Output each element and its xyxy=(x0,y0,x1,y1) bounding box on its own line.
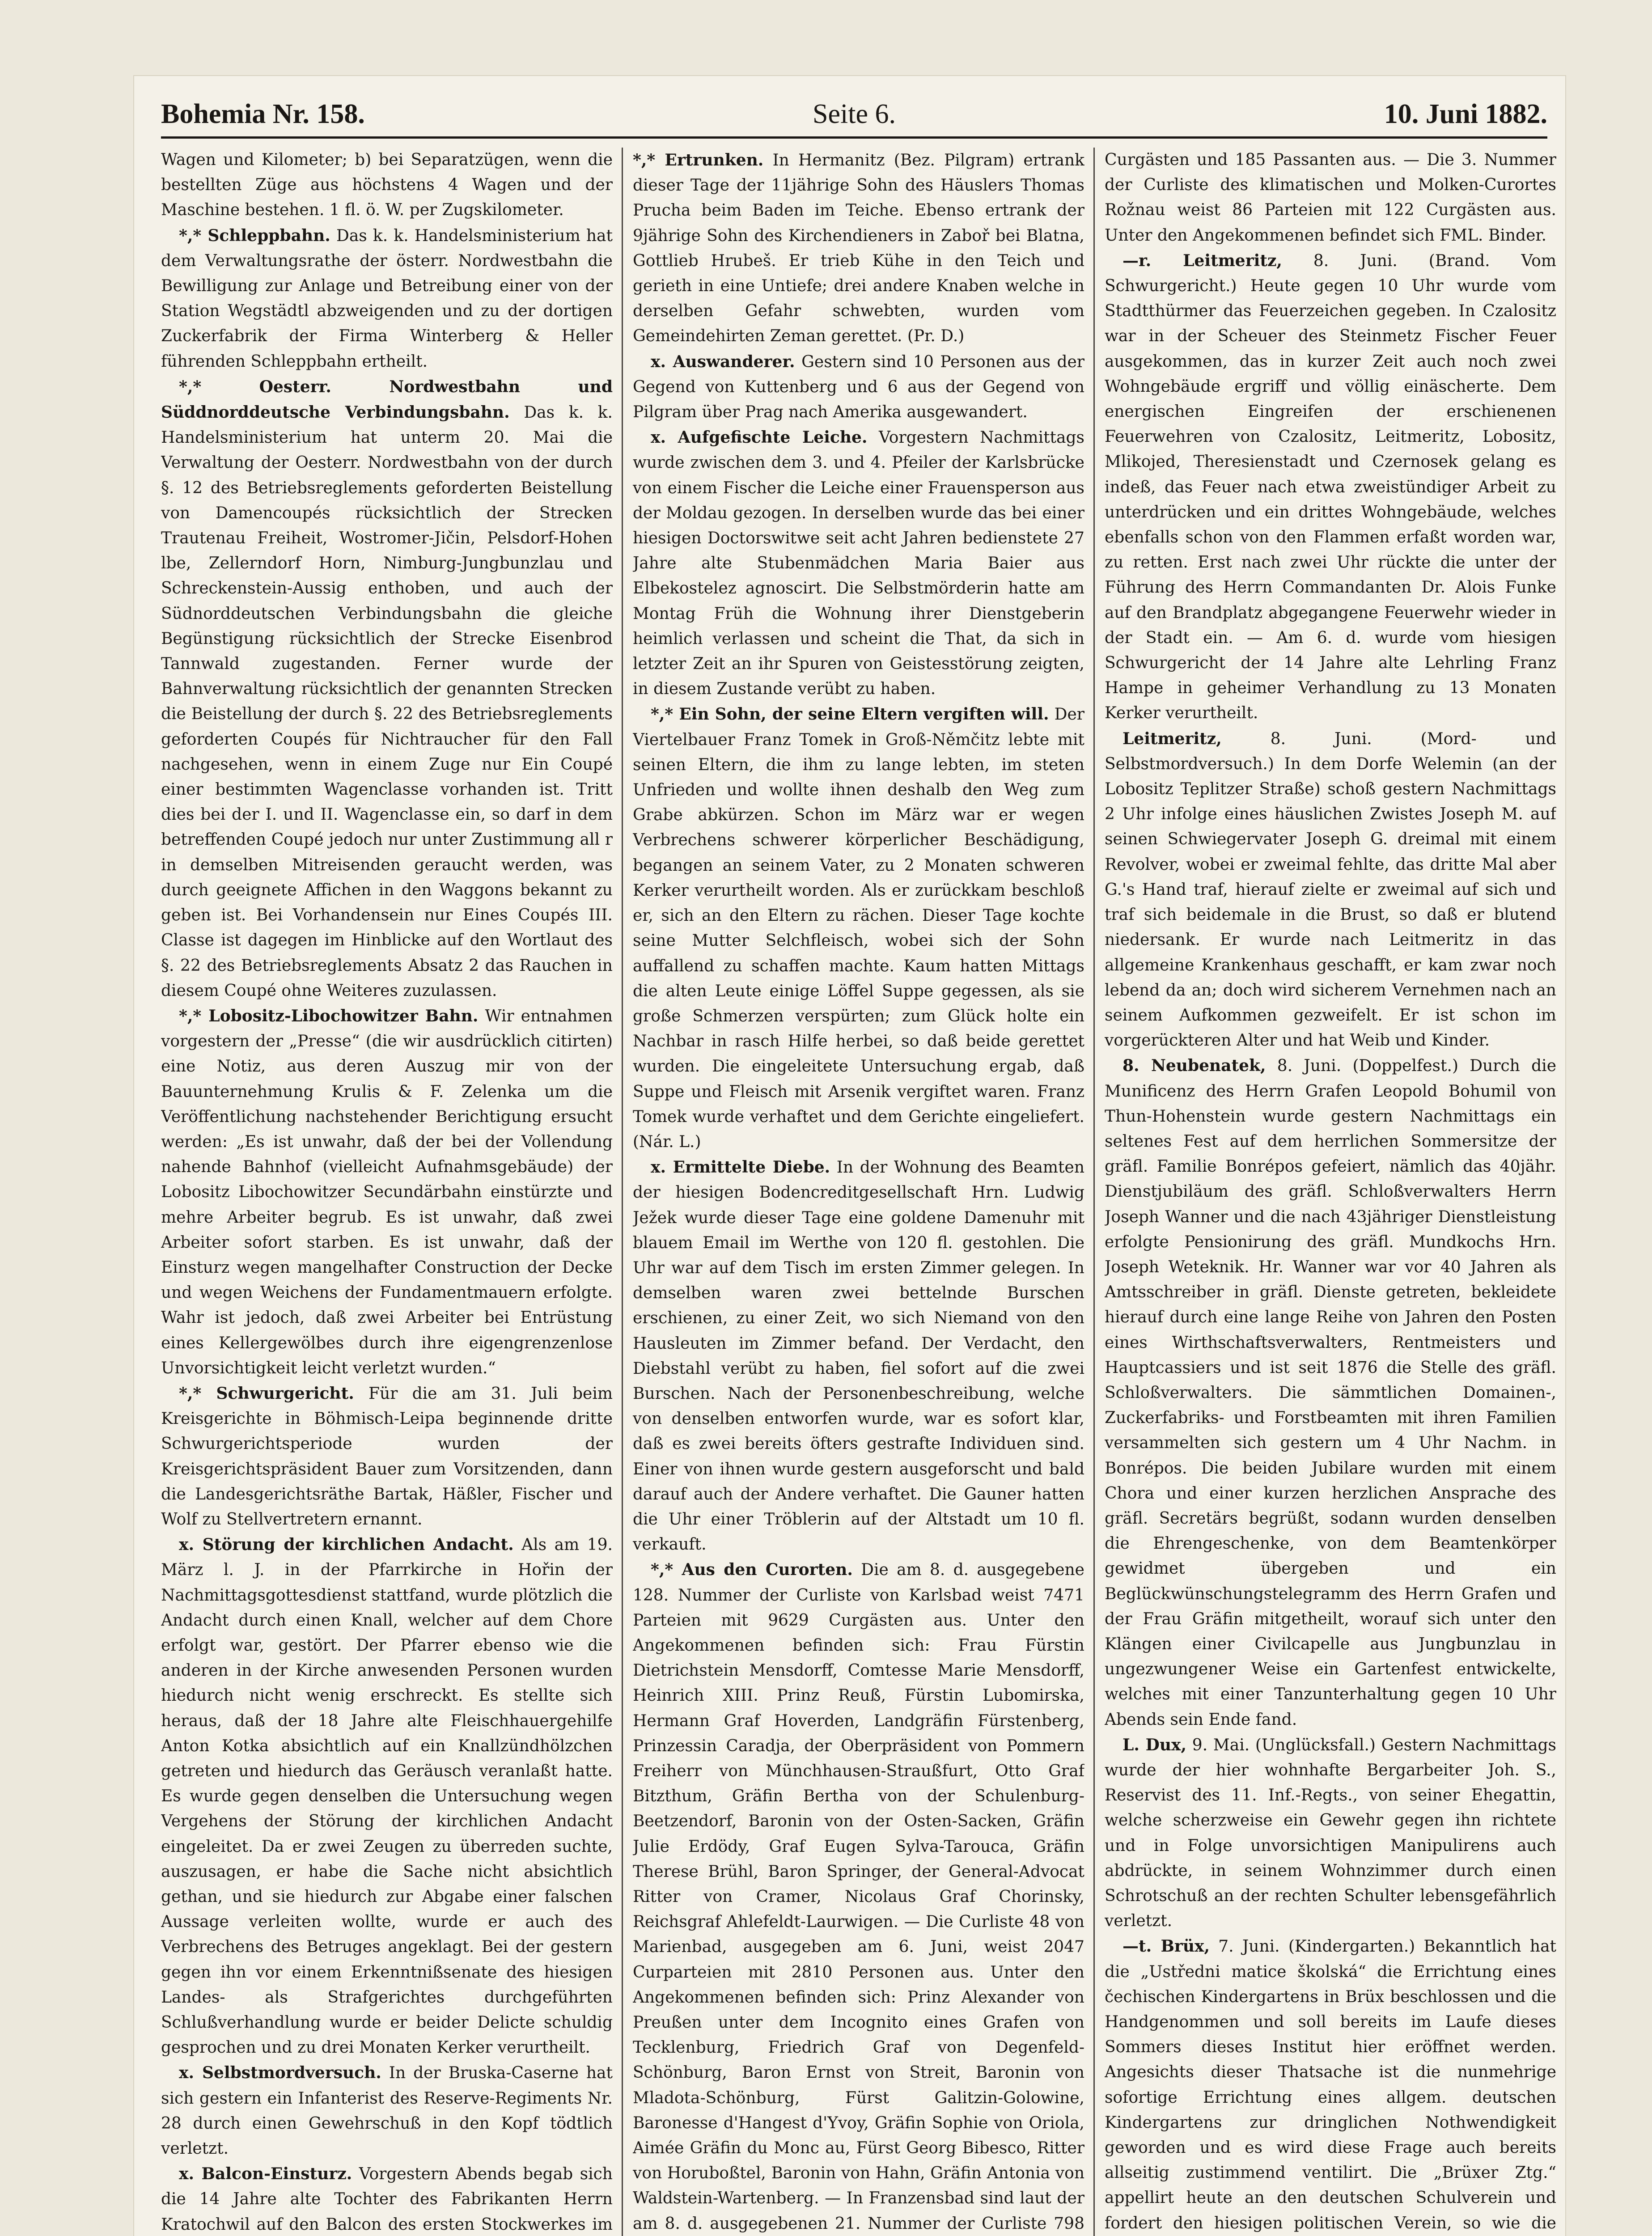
article xyxy=(161,1532,613,2060)
article-text: Das k. k. Handelsministerium hat unterm 20. Mai die Verwaltung der Oesterr. Nordwestbahn von der durch §. 12 des Betriebsreglements geforderten Beistellung von Damencoupés rücksichtlich der Strecken Trautenau Freiheit, Wostromer-Jičin, Pelsdorf-Hohen lbe, Zellerndorf Horn, Nimburg-Jungbunzlau und Schreckenstein-Aussig enthoben, und auch der Südnorddeutschen Verbindungsbahn die gleiche Begünstigung rücksichtlich der Strecke Eisenbrod Tannwald zugestanden. Ferner wurde der Bahnverwaltung rücksichtlich der genannten Strecken die Beistellung der durch §. 22 des Betriebsreglements geforderten Coupés für Nichtraucher für den Fall nachgesehen, wenn in einem Zuge nur Ein Coupé einer bestimmten Wagenclasse vorhanden ist. Tritt dies bei der I. und II. Wagenclasse ein, so darf in dem betreffenden Coupé jedoch nur unter Zustimmung all r in demselben Mitreisenden geraucht werden, was durch geeignete Affichen in den Waggons bekannt zu geben ist. Bei Vorhandensein nur Eines Coupés III. Classe ist dagegen im Hinblicke auf den Wortlaut des §. 22 des Betriebsreglements Absatz 2 das Rauchen in diesem Coupé ohne Weiteres zuzulassen. xyxy=(161,403,613,1000)
article-heading: x. Aufgefischte Leiche. xyxy=(651,428,868,447)
article-text: Wir entnahmen vorgestern der „Presse“ (die wir ausdrücklich citirten) eine Notiz, aus deren Auszug mir von der Bauunternehmung Krulis & F. Zelenka um die Veröffentlichung nachstehender Berichtigung ersucht werden: „Es ist unwahr, daß der bei der Vollendung nahende Bahnhof (vielleicht Aufnahmsgebäude) der Lobositz Libochowitzer Secundärbahn einstürzte und mehre Arbeiter begrub. Es ist unwahr, daß zwei Arbeiter sofort starben. Es ist unwahr, daß der Einsturz wegen mangelhafter Construction der Decke und wegen Weichens der Fundamentmauern erfolgte. Wahr ist jedoch, daß zwei Arbeiter bei Entrüstung eines Kellergewölbes durch ihre eigengrenzenlose Unvorsichtigkeit leicht verletzt wurden.“ xyxy=(161,1007,613,1377)
article-text: 8. Juni. (Brand. Vom Schwurgericht.) Heute gegen 10 Uhr wurde vom Stadtthürmer das Feuerzeichen gegeben. In Czalositz war in der Scheuer des Steinmetz Fischer Feuer ausgekommen, das in kurzer Zeit auch noch zwei Wohngebäude ergriff und völlig einäscherte. Dem energischen Eingreifen der erschienenen Feuerwehren von Czalositz, Leitmeritz, Lobositz, Mlikojed, Theresienstadt und Czernosek gelang es indeß, das Feuer nach etwa zweistündiger Arbeit zu unterdrücken und ein drittes Wohngebäude, welches ebenfalls schon von den Flammen erfaßt worden war, zu retten. Erst nach zwei Uhr rückte die unter der Führung des Herrn Commandanten Dr. Alois Funke auf den Brandplatz abgegangene Feuerwehr wieder in der Stadt ein. — Am 6. d. wurde vom hiesigen Schwurgericht der 14 Jahre alte Lehrling Franz Hampe in geheimer Verhandlung zu 13 Monaten Kerker verurtheilt. xyxy=(1105,251,1556,723)
article-text: In Hermanitz (Bez. Pilgram) ertrank dieser Tage der 11jährige Sohn des Häuslers Thomas Prucha beim Baden im Teiche. Ebenso ertrank der 9jährige Sohn des Kirchendieners in Zaboř bei Blatna, Gottlieb Hrubeš. Er trieb Kühe in den Teich und gerieth in eine Untiefe; drei andere Knaben welche in derselben Gefahr schwebten, wurden vom Gemeindehirten Zeman gerettet. (Pr. D.) xyxy=(633,151,1084,346)
article-heading: 8. Neubenatek, xyxy=(1123,1056,1266,1076)
article-text: 7. Juni. (Kindergarten.) Bekanntlich hat die „Ustředni matice školská“ die Errichtung eines čechischen Kindergartens in Brüx beschlossen und die Handgenommen und soll bereits im Laufe dieses Sommers dieses Institut hier eröffnet werden. Angesichts dieser Thatsache ist die nunmehrige sofortige Errichtung eines allgem. deutschen Kindergartens zur dringlichen Nothwendigkeit geworden und es wird diese Frage auch bereits allseitig zustimmend ventilirt. Die „Brüxer Ztg.“ appellirt heute an den deutschen Schulverein und fordert den hiesigen politischen Verein, so wie die xyxy=(1105,1937,1556,2232)
article-text: Die am 8. d. ausgegebene 128. Nummer der Curliste von Karlsbad weist 7471 Parteien mit 9629 Curgästen aus. Unter den Angekommenen befinden sich: Frau Fürstin Dietrichstein Mensdorff, Comtesse Marie Mensdorff, Heinrich XIII. Prinz Reuß, Fürstin Lubomirska, Hermann Graf Hoverden, Landgräfin Fürstenberg, Prinzessin Caradja, der Oberpräsident von Pommern Freiherr von Münchhausen-Straußfurt, Otto Graf Bitzthum, Gräfin Bertha von der Schulenburg-Beetzendorf, Baronin von der Osten-Sacken, Gräfin Julie Erdödy, Graf Eugen Sylva-Tarouca, Gräfin Therese Brühl, Baron Springer, der General-Advocat Ritter von Cramer, Nicolaus Graf Chorinsky, Reichsgraf Ahlefeldt-Laurwigen. — Die Curliste 48 von Marienbad, ausgegeben am 6. Juni, weist 2047 Curparteien mit 2810 Personen aus. Unter den Angekommenen befinden sich: Prinz Alexander von Preußen unter dem Incognito eines Grafen von Tecklenburg, Friedrich Graf von Degenfeld-Schönburg, Baron Ernst von Streit, Baronin von Mladota-Schönburg, Fürst Galitzin-Golowine, Baronesse d'Hangest d'Yvoy, Gräfin Sophie von Oriola, Aimée Gräfin du Monc au, Fürst Georg Bibesco, Ritter von Horuboßtel, Baronin von Hahn, Gräfin Antonia von Waldstein-Wartenberg. — In Franzensbad sind laut der am 8. d. ausgegebenen 21. Nummer der Curliste 798 xyxy=(633,1561,1084,2233)
article xyxy=(161,223,613,374)
article xyxy=(161,148,613,223)
article xyxy=(633,1155,1084,1557)
article-text: 8. Juni. (Doppelfest.) Durch die Munificenz des Herrn Grafen Leopold Bohumil von Thun-Hohenstein wurde gestern Nachmittags ein seltenes Fest auf dem herrlichen Sommersitze der gräfl. Familie Bonrépos gefeiert, nämlich das 40jähr. Dienstjubiläum des gräfl. Schloßverwalters Herrn Joseph Wanner und die nach 43jähriger Dienstleistung erfolgte Pensionirung des gräfl. Mundkochs Hrn. Joseph Weteknik. Hr. Wanner war vor 40 Jahren als Amtsschreiber in gräfl. Dienste getreten, bekleidete hierauf durch eine lange Reihe von Jahren den Posten eines Wirthschaftsverwalters, Rentmeisters und Hauptcassiers und ist seit 1876 die Stelle des gräfl. Schloßverwalters. Die sämmtlichen Domainen-, Zuckerfabriks- und Forstbeamten mit ihren Familien versammelten sich gestern um 4 Uhr Nachm. in Bonrépos. Die beiden Jubilare wurden mit einem Chora und einer kurzen herzlichen Ansprache des gräfl. Secretärs begrüßt, sodann wurden denselben die Ehrengeschenke, von dem Beamtenkörper gewidmet übergeben und ein Beglückwünschungstelegramm des Herrn Grafen und der Frau Gräfin mitgetheilt, worauf sich unter den Klängen einer Civilcapelle aus Jungbunzlau in ungezwungener Weise ein Gartenfest entwickelte, welches mit einer Tanzunterhaltung gegen 10 Uhr Abends sein Ende fand. xyxy=(1105,1057,1556,1729)
article-heading: *,* Schwurgericht. xyxy=(179,1384,354,1403)
article-heading: *,* Schleppbahn. xyxy=(179,226,330,245)
article-text: In der Bruska-Caserne hat sich gestern ein Infanterist des Reserve-Regiments Nr. 28 durch einen Gewehrschuß in den Kopf tödtlich verletzt. xyxy=(161,2064,613,2158)
newspaper-page xyxy=(134,76,1565,2236)
article-heading: x. Balcon-Einsturz. xyxy=(179,2164,352,2184)
article-text: Das k. k. Handelsministerium hat dem Verwaltungsrathe der österr. Nordwestbahn die Bewilligung zur Anlage und Betreibung einer von der Station Wegstädtl abzweigenden und zu der dortigen Zuckerfabrik der Firma Winterberg & Heller führenden Schleppbahn ertheilt. xyxy=(161,226,613,371)
article-heading: —r. Leitmeritz, xyxy=(1123,251,1282,270)
column-1 xyxy=(161,148,613,2236)
article xyxy=(1105,726,1556,1054)
article xyxy=(1105,1934,1556,2236)
article-heading: *,* Lobositz-Libochowitzer Bahn. xyxy=(179,1006,479,1025)
article-heading: *,* Oesterr. Nordwestbahn und Süddnorddeutsche Verbindungsbahn. xyxy=(161,377,613,422)
article xyxy=(633,349,1084,425)
article-text: Der Viertelbauer Franz Tomek in Groß-Němčitz lebte mit seinen Eltern, die ihm zu lange lebten, im steten Unfrieden und wollte ihnen deshalb den Weg zum Grabe abkürzen. Schon im März war er wegen Verbrechens schwerer körperlicher Beschädigung, begangen an seinem Vater, zu 2 Monaten schweren Kerker verurtheilt worden. Als er zurückkam beschloß er, sich an den Eltern zu rächen. Dieser Tage kochte seine Mutter Selchfleisch, wobei sich der Sohn auffallend zu schaffen machte. Kaum hatten Mittags die alten Leute einige Löffel Suppe gegessen, als sie große Schmerzen verspürten; zum Glück holte ein Nachbar in rasch Hilfe herbei, so daß beide gerettet wurden. Die eingeleitete Untersuchung ergab, daß Suppe und Fleisch mit Arsenik vergiftet waren. Franz Tomek wurde verhaftet und dem Gerichte eingeliefert. (Nár. L.) xyxy=(633,705,1084,1151)
article-heading: *,* Aus den Curorten. xyxy=(651,1560,853,1580)
article xyxy=(1105,1732,1556,1934)
article-text: 9. Mai. (Unglücksfall.) Gestern Nachmittags wurde der hier wohnhafte Bergarbeiter Joh. S., Reservist des 11. Inf.-Regts., von seiner Ehegattin, welche scherzweise ein Gewehr gegen ihn richtete und in Folge unvorsichtigen Manipulirens auch abdrückte, in seinem Wohnzimmer durch einen Schrotschuß an der rechten Schulter lebensgefährlich verletzt. xyxy=(1105,1736,1556,1931)
article xyxy=(633,425,1084,702)
article xyxy=(633,1557,1084,2236)
article-heading: x. Selbstmordversuch. xyxy=(179,2063,381,2083)
newspaper-title: Bohemia Nr. 158. xyxy=(161,99,365,129)
article xyxy=(161,1004,613,1381)
article xyxy=(633,148,1084,349)
article-text: Für die am 31. Juli beim Kreisgerichte in Böhmisch-Leipa beginnende dritte Schwurgerichtsperiode wurden der Kreisgerichtspräsident Bauer zum Vorsitzenden, dann die Landesgerichtsräthe Bartak, Häßler, Fischer und Wolf zu Stellvertretern ernannt. xyxy=(161,1384,613,1529)
article-text: Gestern sind 10 Personen aus der Gegend von Kuttenberg und 6 aus der Gegend von Pilgram über Prag nach Amerika ausgewandert. xyxy=(633,352,1084,422)
article-text: Wagen und Kilometer; b) bei Separatzügen, wenn die bestellten Züge aus höchstens 4 Wagen und der Maschine bestehen. 1 fl. ö. W. per Zugskilometer. xyxy=(161,151,613,220)
article xyxy=(1105,1053,1556,1732)
page-header xyxy=(161,87,1547,139)
article-heading: x. Störung der kirchlichen Andacht. xyxy=(179,1535,514,1554)
article xyxy=(1105,148,1556,248)
article-heading: *,* Ein Sohn, der seine Eltern vergiften will. xyxy=(651,705,1049,724)
article xyxy=(1105,248,1556,726)
column-divider xyxy=(622,148,623,2236)
article-heading: *,* Ertrunken. xyxy=(633,151,764,169)
article-heading: Leitmeritz, xyxy=(1123,729,1222,748)
article-heading: x. Ermittelte Diebe. xyxy=(651,1158,830,1177)
article-text: Curgästen und 185 Passanten aus. — Die 3. Nummer der Curliste des klimatischen und Molken-Curortes Rožnau weist 86 Parteien mit 122 Curgästen aus. Unter den Angekommenen befindet sich FML. Binder. xyxy=(1105,151,1556,245)
column-divider xyxy=(1093,148,1095,2236)
issue-date: 10. Juni 1882. xyxy=(1384,99,1547,129)
article-text: Vorgestern Abends begab sich die 14 Jahre alte Tochter des Fabrikanten Herrn Kratochwil auf den Balcon des ersten Stockwerkes im xyxy=(161,2165,613,2234)
column-3 xyxy=(1105,148,1556,2236)
article-text: In der Wohnung des Beamten der hiesigen Bodencreditgesellschaft Hrn. Ludwig Ježek wurde dieser Tage eine goldene Damenuhr mit blauem Email im Werthe von 120 fl. gestohlen. Die Uhr war auf dem Tisch im ersten Zimmer gelegen. In demselben waren zwei bettelnde Burschen erschienen, zu einer Zeit, wo sich Niemand von den Hausleuten im Zimmer befand. Der Verdacht, den Diebstahl verübt zu haben, fiel sofort auf die zwei Burschen. Nach der Personenbeschreibung, welche von denselben entworfen wurde, war es sofort klar, daß es zwei bereits öfters gestrafte Individuen sind. Einer von ihnen wurde gestern ausgeforscht und bald darauf auch der Andere verhaftet. Die Gauner hatten die Uhr einer Tröblerin auf der Altstadt um 10 fl. verkauft. xyxy=(633,1158,1084,1554)
article xyxy=(161,2161,613,2236)
article xyxy=(161,1381,613,1532)
page-number: Seite 6. xyxy=(813,99,896,129)
article-text: 8. Juni. (Mord- und Selbstmordversuch.) In dem Dorfe Welemin (an der Lobositz Teplitzer Straße) schoß gestern Nachmittags 2 Uhr infolge eines häuslichen Zwistes Joseph M. auf seinen Schwiegervater Joseph G. dreimal mit einem Revolver, wobei er zweimal fehlte, das dritte Mal aber G.'s Hand traf, hierauf zielte er zweimal auf sich und traf sich beidemale in die Brust, so daß er blutend niedersank. Er wurde nach Leitmeritz in das allgemeine Krankenhaus geschafft, er kam zwar noch lebend da an; doch wird sicherem Vernehmen nach an seinem Aufkommen gezweifelt. Er ist schon im vorgerückteren Alter und hat Weib und Kinder. xyxy=(1105,729,1556,1050)
article-text: Vorgestern Nachmittags wurde zwischen dem 3. und 4. Pfeiler der Karlsbrücke von einem Fischer die Leiche einer Frauensperson aus der Moldau gezogen. In derselben wurde das bei einer hiesigen Doctorswitwe seit acht Jahren bedienstete 27 Jahre alte Stubenmädchen Maria Baier aus Elbekostelez agnoscirt. Die Selbstmörderin hatte am Montag Früh die Wohnung ihrer Dienstgeberin heimlich verlassen und scheint die That, da sich in letzter Zeit an ihr Spuren von Geistesstörung zeigten, in diesem Zustande verübt zu haben. xyxy=(633,428,1084,699)
article xyxy=(633,702,1084,1155)
article-heading: x. Auswanderer. xyxy=(651,352,795,371)
column-2 xyxy=(633,148,1084,2236)
article xyxy=(161,2060,613,2161)
article-heading: L. Dux, xyxy=(1123,1735,1187,1754)
article xyxy=(161,374,613,1004)
article-heading: —t. Brüx, xyxy=(1123,1937,1210,1956)
article-text: Als am 19. März l. J. in der Pfarrkirche in Hořin der Nachmittagsgottesdienst stattfand, wurde plötzlich die Andacht durch einen Knall, welcher auf dem Chore erfolgt war, gestört. Der Pfarrer ebenso wie die anderen in der Kirche anwesenden Personen wurden hiedurch nicht wenig erschreckt. Es stellte sich heraus, daß der 18 Jahre alte Fleischhauergehilfe Anton Kotka absichtlich auf ein Knallzündhölzchen getreten und hiedurch das Geräusch veranlaßt hatte. Es wurde gegen denselben die Untersuchung wegen Vergehens der Störung der kirchlichen Andacht eingeleitet. Da er zwei Zeugen zu überreden suchte, auszusagen, er habe die Sache nicht absichtlich gethan, und sie hiedurch zur Abgabe einer falschen Aussage verleiten wollte, wurde er auch des Verbrechens des Betruges angeklagt. Bei der gestern gegen ihn vor einem Erkenntnißsenate des hiesigen Landes- als Strafgerichtes durchgeführten Schlußverhandlung wurde er beider Delicte schuldig gesprochen und zu drei Monaten Kerker verurtheilt. xyxy=(161,1536,613,2057)
